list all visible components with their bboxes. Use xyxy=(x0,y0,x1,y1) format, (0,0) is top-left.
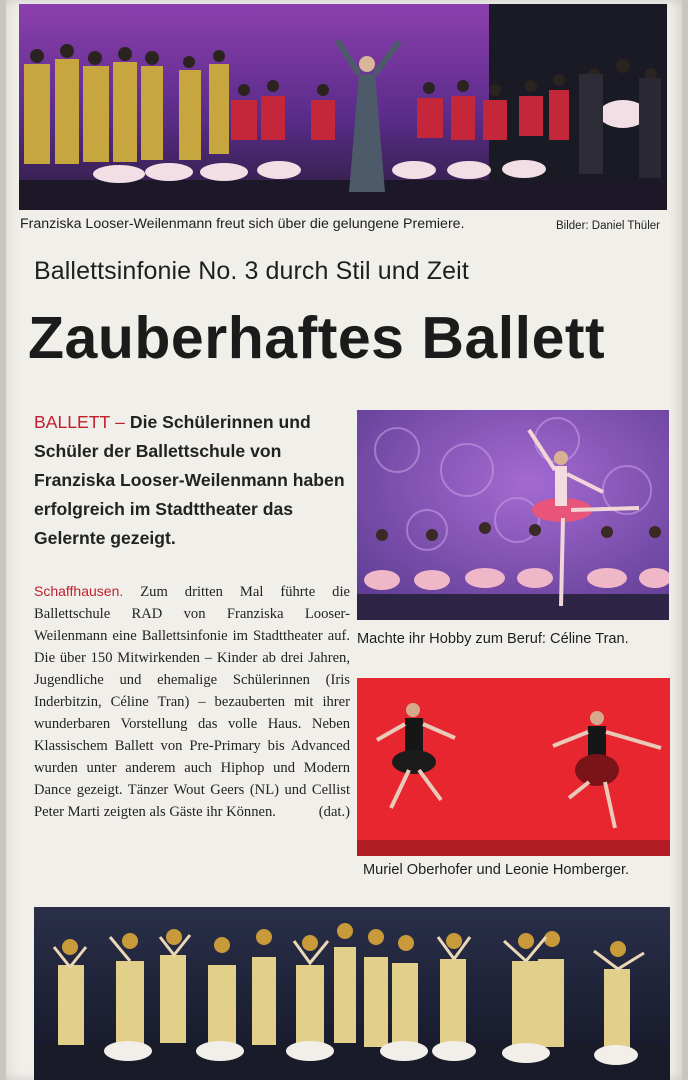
photo-credit: Bilder: Daniel Thüler xyxy=(556,220,660,232)
newspaper-page xyxy=(6,0,682,1080)
top-group-photo xyxy=(19,4,667,210)
dancers-photo-red-caption: Muriel Oberhofer und Leonie Homberger. xyxy=(363,862,630,878)
lead-tag: BALLETT xyxy=(34,412,111,432)
dancer-photo-celine xyxy=(357,410,669,620)
article-body xyxy=(34,580,350,823)
top-photo-caption: Franziska Looser-Weilenmann freut sich über die gelungene Premiere. xyxy=(20,216,465,232)
author-signature: (dat.) xyxy=(318,804,350,820)
bottom-group-photo xyxy=(34,907,670,1080)
body-place: Schaffhausen. xyxy=(34,583,124,599)
lead-text: Die Schülerinnen und Schüler der Ballettschule von Franziska Looser-Weilenmann haben erfolgreich im Stadttheater das Gelernte gezeigt. xyxy=(34,412,345,548)
article-lead xyxy=(34,408,354,553)
lead-dash: – xyxy=(115,412,125,432)
dancer-photo-celine-caption: Machte ihr Hobby zum Beruf: Céline Tran. xyxy=(357,631,629,647)
dancers-photo-red xyxy=(357,678,670,856)
body-text: Zum dritten Mal führte die Ballettschule RAD von Franziska Looser-Weilenmann eine Ballettsinfonie im Stadttheater auf. Die über 150 Mitwirkenden – Kinder ab drei Jahren, Jugendliche und ehemalige Schülerinnen (Iris Inderbitzin, Céline Tran) – bezauberten mit ihrer wunderbaren Vorstellung das volle Haus. Neben Klassischem Ballett von Pre-Primary bis Advanced wurden unter anderem auch Hiphop und Modern Dance gezeigt. Tänzer Wout Geers (NL) und Cellist Peter Marti zeigten als Gäste ihr Können. xyxy=(34,584,350,820)
article-kicker: Ballettsinfonie No. 3 durch Stil und Zeit xyxy=(34,257,469,285)
article-headline: Zauberhaftes Ballett xyxy=(28,305,606,371)
